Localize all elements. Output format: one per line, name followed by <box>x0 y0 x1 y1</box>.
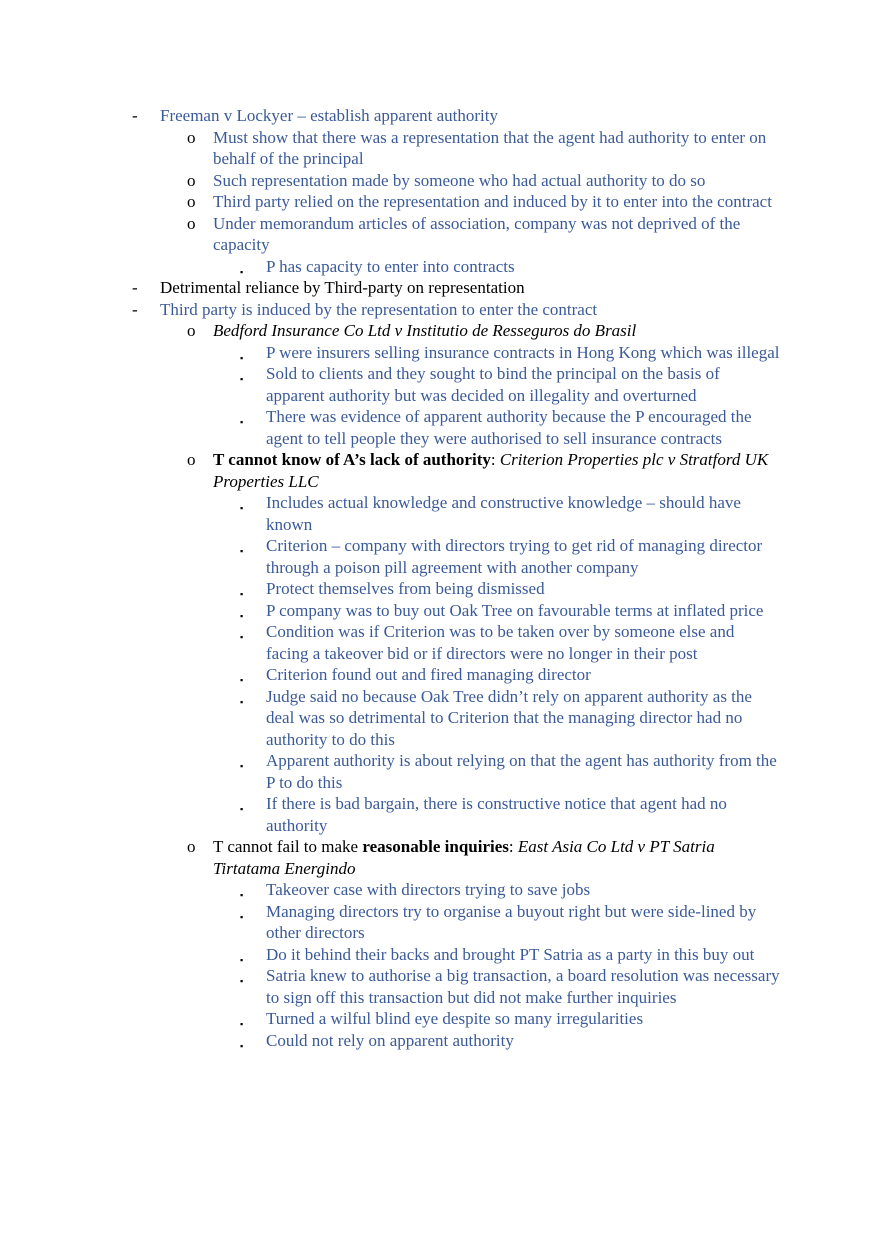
list-item <box>0 686 780 751</box>
document-page <box>0 105 880 1051</box>
square-bullet-icon: ▪ <box>240 911 244 922</box>
circle-bullet-icon: o <box>187 213 196 233</box>
list-item <box>0 965 780 1008</box>
list-item <box>0 213 780 256</box>
text-segment: Criterion – company with directors trying to get rid of managing director through a poison pill agreement with another company <box>266 536 763 577</box>
square-bullet-icon: ▪ <box>240 1040 244 1051</box>
text-segment: Third party is induced by the representation to enter the contract <box>160 299 598 319</box>
list-item <box>0 363 780 406</box>
list-item <box>0 750 780 793</box>
square-bullet-icon: ▪ <box>240 546 244 556</box>
circle-bullet-icon: o <box>187 321 196 340</box>
list-item <box>0 170 780 192</box>
square-bullet-icon: ▪ <box>240 610 244 621</box>
circle-bullet-icon: o <box>187 192 196 211</box>
text-segment: Under memorandum articles of association, company was not deprived of the capacity <box>213 213 741 254</box>
text-segment: Such representation made by someone who had actual authority to do so <box>213 170 706 190</box>
square-bullet-icon: ▪ <box>240 696 244 707</box>
square-bullet-icon: ▪ <box>240 589 244 599</box>
text-segment: P were insurers selling insurance contracts in Hong Kong which was illegal <box>266 342 780 362</box>
text-segment: Bedford Insurance Co Ltd v Institutio de Resseguros do Brasil <box>213 321 637 340</box>
text-segment: Turned a wilful blind eye despite so many irregularities <box>266 1009 644 1028</box>
list-item <box>0 944 780 966</box>
text-segment: Criterion Properties plc v Stratford UK Properties LLC <box>213 450 769 491</box>
list-item-text <box>266 793 780 836</box>
square-bullet-icon: ▪ <box>240 976 244 986</box>
text-segment: East Asia Co Ltd v PT Satria Tirtatama Energindo <box>213 837 715 878</box>
list-item-text <box>266 944 780 966</box>
list-item <box>0 793 780 836</box>
list-item-text <box>266 664 780 686</box>
list-item-text <box>160 105 780 127</box>
text-segment: Must show that there was a representation that the agent had authority to enter on behalf of the principal <box>213 127 767 168</box>
list-item-text <box>160 277 780 299</box>
list-item-text <box>213 213 780 256</box>
list-item <box>0 836 780 879</box>
text-segment: T cannot fail to make <box>213 837 363 856</box>
list-item-text <box>266 578 780 600</box>
list-item-text <box>266 363 780 406</box>
square-bullet-icon: ▪ <box>240 761 244 771</box>
list-item-text <box>266 879 780 901</box>
list-item-text <box>213 127 780 170</box>
list-item-text <box>266 965 780 1008</box>
list-item-text <box>160 299 780 321</box>
square-bullet-icon: ▪ <box>240 675 244 685</box>
dash-bullet-icon: - <box>132 278 138 297</box>
square-bullet-icon: ▪ <box>240 632 244 642</box>
square-bullet-icon: ▪ <box>240 417 244 427</box>
list-item-text <box>213 449 780 492</box>
square-bullet-icon: ▪ <box>240 1019 244 1029</box>
list-item-text <box>266 492 780 535</box>
list-item-text <box>266 750 780 793</box>
square-bullet-icon: ▪ <box>240 503 244 513</box>
list-item-text <box>213 836 780 879</box>
list-item <box>0 127 780 170</box>
text-segment: T cannot know of A’s lack of authority <box>213 450 491 469</box>
text-segment: Sold to clients and they sought to bind the principal on the basis of apparent authority but was decided on illegality and overturned <box>266 364 720 405</box>
list-item-text <box>266 686 780 751</box>
text-segment: There was evidence of apparent authority because the P encouraged the agent to tell people they were authorised to sell insurance contracts <box>266 407 752 448</box>
text-segment: Condition was if Criterion was to be taken over by someone else and facing a takeover bid or if directors were no longer in their post <box>266 622 735 663</box>
list-item <box>0 449 780 492</box>
list-item <box>0 492 780 535</box>
square-bullet-icon: ▪ <box>240 890 244 900</box>
text-segment: Satria knew to authorise a big transaction, a board resolution was necessary to sign off this transaction but did not make further inquiries <box>266 966 780 1007</box>
text-segment: Managing directors try to organise a buyout right but were side-lined by other directors <box>266 901 757 942</box>
list-item <box>0 879 780 901</box>
text-segment: Criterion found out and fired managing director <box>266 665 591 684</box>
text-segment: Third party relied on the representation and induced by it to enter into the contract <box>213 192 772 211</box>
list-item <box>0 342 780 364</box>
circle-bullet-icon: o <box>187 450 196 469</box>
list-item <box>0 1030 780 1052</box>
list-item <box>0 105 780 127</box>
text-segment: P has capacity to enter into contracts <box>266 256 515 276</box>
list-item <box>0 256 780 278</box>
text-segment: Judge said no because Oak Tree didn’t rely on apparent authority as the deal was so detrimental to Criterion that the managing director had no authority to do this <box>266 686 752 749</box>
list-item <box>0 320 780 342</box>
square-bullet-icon: ▪ <box>240 266 244 277</box>
list-item <box>0 1008 780 1030</box>
text-segment: Could not rely on apparent authority <box>266 1030 514 1050</box>
list-item <box>0 578 780 600</box>
text-segment: Takeover case with directors trying to save jobs <box>266 880 591 899</box>
list-item <box>0 664 780 686</box>
circle-bullet-icon: o <box>187 127 196 147</box>
text-segment: Do it behind their backs and brought PT Satria as a party in this buy out <box>266 944 755 964</box>
text-segment: Freeman v Lockyer – establish apparent authority <box>160 106 498 125</box>
square-bullet-icon: ▪ <box>240 954 244 965</box>
list-item-text <box>266 406 780 449</box>
list-item <box>0 901 780 944</box>
list-item-text <box>266 1030 780 1052</box>
dash-bullet-icon: - <box>132 299 138 319</box>
text-segment: Includes actual knowledge and constructive knowledge – should have known <box>266 493 741 534</box>
text-segment: reasonable inquiries <box>362 837 509 856</box>
circle-bullet-icon: o <box>187 837 196 856</box>
square-bullet-icon: ▪ <box>240 352 244 363</box>
dash-bullet-icon: - <box>132 106 138 125</box>
list-item-text <box>213 191 780 213</box>
list-item <box>0 191 780 213</box>
text-segment: Detrimental reliance by Third-party on representation <box>160 278 525 297</box>
list-item-text <box>266 1008 780 1030</box>
square-bullet-icon: ▪ <box>240 804 244 814</box>
list-item <box>0 535 780 578</box>
list-item-text <box>213 320 780 342</box>
list-item <box>0 406 780 449</box>
list-item <box>0 299 780 321</box>
text-segment: : <box>490 450 500 469</box>
list-item <box>0 600 780 622</box>
square-bullet-icon: ▪ <box>240 374 244 384</box>
text-segment: Apparent authority is about relying on that the agent has authority from the P to do this <box>266 751 777 792</box>
circle-bullet-icon: o <box>187 170 196 190</box>
list-item-text <box>266 256 780 278</box>
text-segment: P company was to buy out Oak Tree on favourable terms at inflated price <box>266 600 764 620</box>
list-item-text <box>266 901 780 944</box>
list-item-text <box>213 170 780 192</box>
list-item-text <box>266 342 780 364</box>
text-segment: If there is bad bargain, there is constructive notice that agent had no authority <box>266 794 727 835</box>
text-segment: Protect themselves from being dismissed <box>266 579 545 598</box>
list-item-text <box>266 535 780 578</box>
list-item <box>0 621 780 664</box>
text-segment: : <box>508 837 518 856</box>
list-item <box>0 277 780 299</box>
list-item-text <box>266 600 780 622</box>
list-item-text <box>266 621 780 664</box>
